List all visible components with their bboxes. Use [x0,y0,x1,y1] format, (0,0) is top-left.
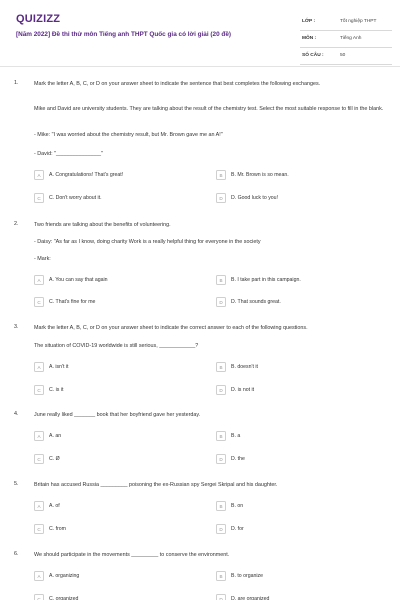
option-letter-badge: A [34,275,44,285]
question-number: 6. [14,551,19,557]
option-letter-badge: A [34,571,44,581]
question-number: 1. [14,80,19,86]
meta-value: Tốt nghiệp THPT [340,19,377,24]
option-text: D. the [231,456,245,462]
question-text: June really liked _______ book that her boyfriend gave her yesterday. [34,412,201,418]
option-text: D. Good luck to you! [231,195,278,201]
option-text: C. from [49,526,67,532]
meta-row-subject [300,31,392,48]
meta-value: 50 [340,53,346,58]
option-text: B. on [231,503,244,509]
option-letter-badge: D [216,524,226,534]
question-context: Mike and David are university students. They are talking about the result of the chemistry test. Select the most suitable response to fill in the blank. [34,106,384,112]
option-letter-badge: A [34,170,44,180]
question-number: 5. [14,481,19,487]
option-text: D. for [231,526,244,532]
page-header [0,0,400,64]
option-letter-badge: D [216,193,226,203]
question-stem: The situation of COVID-19 worldwide is still serious, ____________? [34,343,199,349]
option-letter-badge: A [34,501,44,511]
meta-label: MÔN : [302,36,317,41]
question-text: Two friends are talking about the benefits of volunteering. [34,222,171,228]
option-letter-badge: D [216,297,226,307]
question-number: 4. [14,411,19,417]
option-letter-badge: B [216,431,226,441]
option-letter-badge: B [216,170,226,180]
option-text: A. Congratulations! That's great! [49,172,124,178]
question-text: We should participate in the movements _________ to conserve the environment. [34,552,230,558]
option-letter-badge: B [216,275,226,285]
question-dialogue-line: - Daisy: "As far as I know, doing charity Work is a really helpful thing for everyone in the society [34,239,261,245]
option-text: C. Ø [49,456,60,462]
question-dialogue-line: - Mark: [34,256,51,262]
question-text: Mark the letter A, B, C, or D on your answer sheet to indicate the correct answer to each of the following questions. [34,325,308,331]
option-text: B. to organize [231,573,264,579]
option-text: C. is it [49,387,64,393]
question-text: Mark the letter A, B, C, or D on your answer sheet to indicate the sentence that best completes the following exchanges. [34,81,321,87]
option-text: C. That's fine for me [49,299,96,305]
option-text: A. of [49,503,60,509]
option-letter-badge: C [34,385,44,395]
option-text: D. is not it [231,387,255,393]
option-text: B. I take part in this campaign. [231,277,301,283]
option-text: B. a [231,433,241,439]
meta-label: SỐ CÂU : [302,53,324,58]
meta-row-count [300,48,392,65]
question-number: 2. [14,221,19,227]
option-letter-badge: C [34,193,44,203]
option-letter-badge: C [34,594,44,600]
option-letter-badge: C [34,524,44,534]
option-text: C. Don't worry about it. [49,195,102,201]
option-text: A. an [49,433,62,439]
question-dialogue-line: - David: "_______________" [34,151,103,157]
option-letter-badge: A [34,431,44,441]
option-text: C. organized [49,596,79,600]
option-letter-badge: C [34,297,44,307]
header-divider [0,66,400,67]
question-dialogue-line: - Mike: "I was worried about the chemistry result, but Mr. Brown gave me an A!" [34,132,223,138]
option-letter-badge: B [216,362,226,372]
option-text: B. Mr. Brown is so mean. [231,172,289,178]
option-letter-badge: B [216,571,226,581]
option-text: D. That sounds great. [231,299,281,305]
option-letter-badge: D [216,385,226,395]
question-text: Britain has accused Russia _________ poisoning the ex-Russian spy Sergei Skripal and his daughter. [34,482,278,488]
document-title: [Năm 2022] Đề thi thử môn Tiếng anh THPT Quốc gia có lời giải (20 đề) [16,31,232,38]
option-letter-badge: D [216,454,226,464]
option-text: B. doesn't it [231,364,258,370]
option-letter-badge: A [34,362,44,372]
meta-label: LỚP : [302,19,316,24]
option-text: A. You can say that again [49,277,108,283]
option-text: A. isn't it [49,364,69,370]
quizizz-logo[interactable]: QUIZIZZ [16,13,61,25]
option-text: D. are organized [231,596,270,600]
option-text: A. organizing [49,573,80,579]
meta-table [300,14,392,65]
option-letter-badge: D [216,594,226,600]
meta-row-class [300,14,392,31]
option-letter-badge: B [216,501,226,511]
meta-value: Tiếng Anh [340,36,362,41]
option-letter-badge: C [34,454,44,464]
question-number: 3. [14,324,19,330]
